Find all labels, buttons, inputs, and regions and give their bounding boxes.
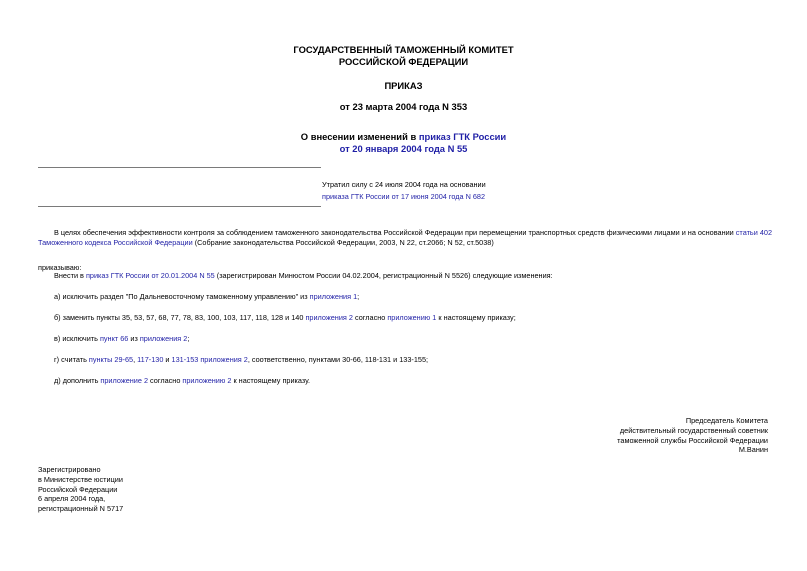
link-appendix-2-v[interactable]: приложения 2 [139, 334, 188, 343]
p1-tail: (зарегистрирован Минюстом России 04.02.2004, регистрационный N 5526) следующие изменения: [214, 271, 553, 280]
link-appendix-2[interactable]: приложения 2 [305, 313, 353, 322]
item-g-end: , соответственно, пунктами 30-66, 118-131 и 133-155; [247, 355, 429, 364]
item-g-and: и [163, 355, 172, 364]
status-link-line [322, 192, 485, 202]
doc-date-number: от 23 марта 2004 года N 353 [339, 101, 468, 112]
registration-line-3: Российской Федерации [38, 484, 118, 494]
link-appendix-1[interactable]: приложения 1 [309, 292, 358, 301]
p1-text: Внести в [54, 271, 86, 280]
link-points-29-65[interactable]: пункты 29-65 [88, 355, 134, 364]
link-annex-2[interactable]: приложению 2 [182, 376, 232, 385]
doc-title-line1 [0, 131, 807, 142]
item-v [54, 334, 189, 344]
title-link-prikaz[interactable]: приказ ГТК России [418, 131, 507, 142]
intro-tail: (Собрание законодательства Российской Федерации, 2003, N 22, ст.2066; N 52, ст.5038) [192, 237, 494, 247]
intro-paragraph [38, 228, 773, 248]
item-g [54, 355, 428, 365]
link-prikaz-55[interactable]: приказ ГТК России от 20.01.2004 N 55 [85, 271, 215, 280]
registration-line-4: 6 апреля 2004 года, [38, 494, 106, 504]
item-a-text: а) исключить раздел "По Дальневосточному таможенному управлению" из [54, 292, 310, 301]
paragraph-1 [54, 271, 553, 281]
item-g-sep: , [133, 355, 138, 364]
link-appendix-2-d[interactable]: приложение 2 [100, 376, 149, 385]
status-line: Утратил силу с 24 июля 2004 года на основании [322, 180, 486, 189]
registration-block [38, 465, 123, 514]
link-117-130[interactable]: 117-130 [137, 355, 164, 364]
link-point-66[interactable]: пункт 66 [99, 334, 129, 343]
item-d-text: д) дополнить [54, 376, 101, 385]
registration-line-1: Зарегистрировано [38, 465, 101, 474]
status-link[interactable]: приказа ГТК России от 17 июня 2004 года N 682 [322, 192, 486, 201]
item-v-mid: из [128, 334, 140, 343]
item-g-text: г) считать [54, 355, 89, 364]
signature-block [500, 416, 768, 455]
divider-bottom [38, 206, 321, 207]
item-a [54, 292, 359, 302]
registration-line-2: в Министерстве юстиции [38, 474, 123, 484]
item-v-text: в) исключить [54, 334, 100, 343]
order-word: приказываю: [38, 263, 82, 272]
intro-text: В целях обеспечения эффективности контроля за соблюдением таможенного законодательства Российской Федерации при перемещении транспортных средств физическими лицами и на основании [54, 228, 736, 237]
link-appendix-2-g[interactable]: приложения 2 [200, 355, 248, 364]
item-v-end: ; [187, 334, 190, 343]
signature-line-2: действительный государственный советник [619, 425, 768, 435]
item-a-end: ; [357, 292, 360, 301]
item-b-mid: согласно [352, 313, 388, 322]
item-d-end: к настоящему приказу. [231, 376, 311, 385]
signature-name: М.Ванин [738, 445, 768, 455]
registration-line-5: регистрационный N 5717 [38, 504, 124, 514]
link-annex-1[interactable]: приложению 1 [387, 313, 437, 322]
doc-title-prefix: О внесении изменений в [300, 131, 419, 142]
link-customs-code[interactable]: Таможенного кодекса Российской Федерации [38, 237, 193, 247]
item-b-end: к настоящему приказу; [436, 313, 516, 322]
link-131-153[interactable]: 131-153 [171, 355, 199, 364]
link-article-402[interactable]: статьи 402 [735, 228, 773, 237]
title-link-date[interactable]: от 20 января 2004 года N 55 [339, 143, 468, 154]
item-b-text: б) заменить пункты 35, 53, 57, 68, 77, 78, 83, 100, 103, 117, 118, 128 и 140 [54, 313, 306, 322]
signature-line-1: Председатель Комитета [685, 416, 768, 425]
item-d [54, 376, 310, 386]
doc-type: ПРИКАЗ [384, 80, 423, 91]
signature-line-3: таможенной службы Российской Федерации [617, 435, 768, 445]
divider-top [38, 167, 321, 168]
org-name-line1: ГОСУДАРСТВЕННЫЙ ТАМОЖЕННЫЙ КОМИТЕТ [293, 44, 514, 55]
item-b [54, 313, 516, 323]
item-d-mid: согласно [148, 376, 183, 385]
doc-title-line2 [0, 143, 807, 154]
org-name-line2: РОССИЙСКОЙ ФЕДЕРАЦИИ [338, 56, 469, 67]
